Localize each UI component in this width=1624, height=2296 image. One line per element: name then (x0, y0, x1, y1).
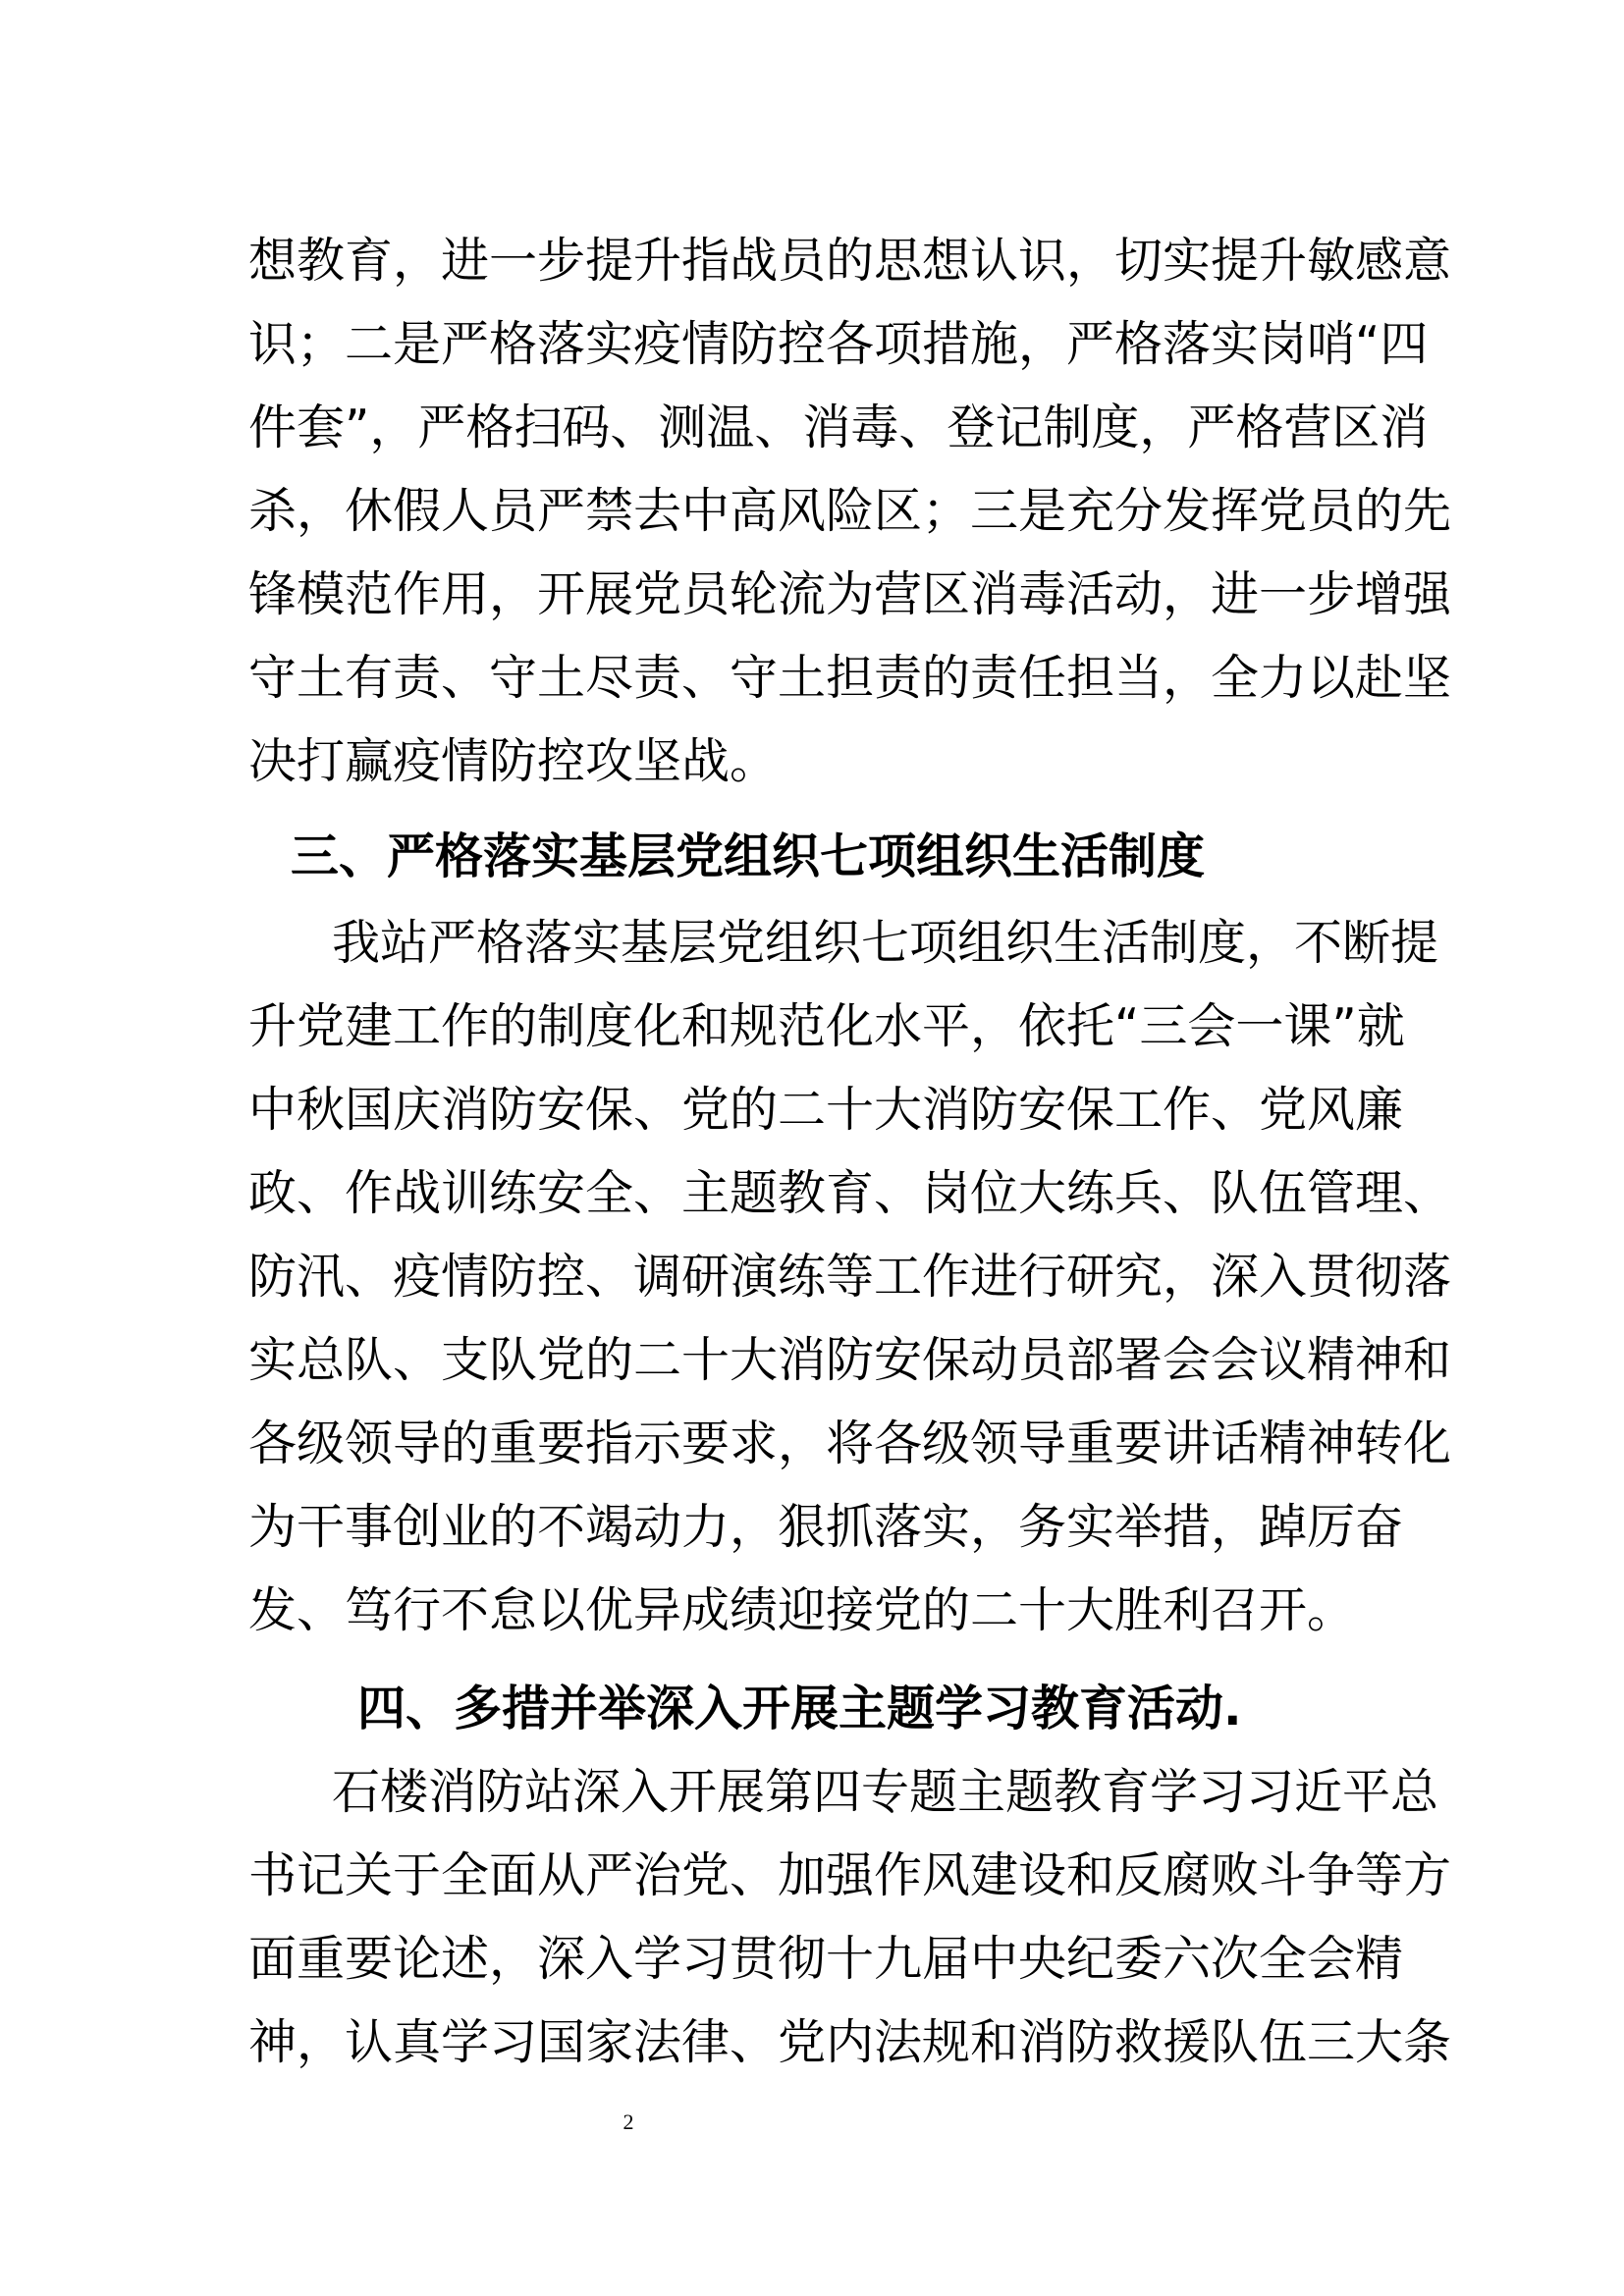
body-line: 防汛、疫情防控、调研演练等工作进行研究，深入贯彻落 (248, 1249, 1452, 1305)
body-line: 面重要论述，深入学习贯彻十九届中央纪委六次全会精 (248, 1931, 1404, 1987)
page-number: 2 (623, 2109, 634, 2134)
body-line: 书记关于全面从严治党、加强作风建设和反腐败斗争等方 (248, 1847, 1452, 1903)
body-line: 决打赢疫情防控攻坚战。 (248, 733, 779, 789)
body-line: 神，认真学习国家法律、党内法规和消防救援队伍三大条 (248, 2014, 1452, 2070)
paragraph-first-line: 石楼消防站深入开展第四专题主题教育学习习近平总 (332, 1764, 1439, 1820)
body-line: 杀，休假人员严禁去中高风险区；三是充分发挥党员的先 (248, 483, 1452, 539)
body-line: 实总队、支队党的二十大消防安保动员部署会会议精神和 (248, 1332, 1452, 1388)
body-line: 想教育，进一步提升指战员的思想认识，切实提升敏感意 (248, 233, 1452, 289)
body-line: 锋模范作用，开展党员轮流为营区消毒活动，进一步增强 (248, 566, 1452, 622)
body-line: 守土有责、守土尽责、守土担责的责任担当，全力以赴坚 (248, 650, 1452, 706)
body-line: 识；二是严格落实疫情防控各项措施，严格落实岗哨“四 (248, 316, 1429, 372)
body-line: 各级领导的重要指示要求，将各级领导重要讲话精神转化 (248, 1415, 1452, 1471)
paragraph-first-line: 我站严格落实基层党组织七项组织生活制度，不断提 (332, 915, 1439, 971)
body-line: 政、作战训练安全、主题教育、岗位大练兵、队伍管理、 (248, 1165, 1452, 1221)
body-line: 为干事创业的不竭动力，狠抓落实，务实举措，踔厉奋 (248, 1499, 1404, 1555)
body-line: 升党建工作的制度化和规范化水平，依托“三会一课”就 (248, 998, 1405, 1054)
section-heading-4: 四、多措并举深入开展主题学习教育活动. (357, 1681, 1242, 1736)
body-line: 发、笃行不怠以优异成绩迎接党的二十大胜利召开。 (248, 1582, 1356, 1638)
section-heading-3: 三、严格落实基层党组织七项组织生活制度 (291, 828, 1206, 884)
body-line: 中秋国庆消防安保、党的二十大消防安保工作、党风廉 (248, 1082, 1404, 1138)
body-line: 件套”，严格扫码、测温、消毒、登记制度，严格营区消 (248, 400, 1429, 455)
